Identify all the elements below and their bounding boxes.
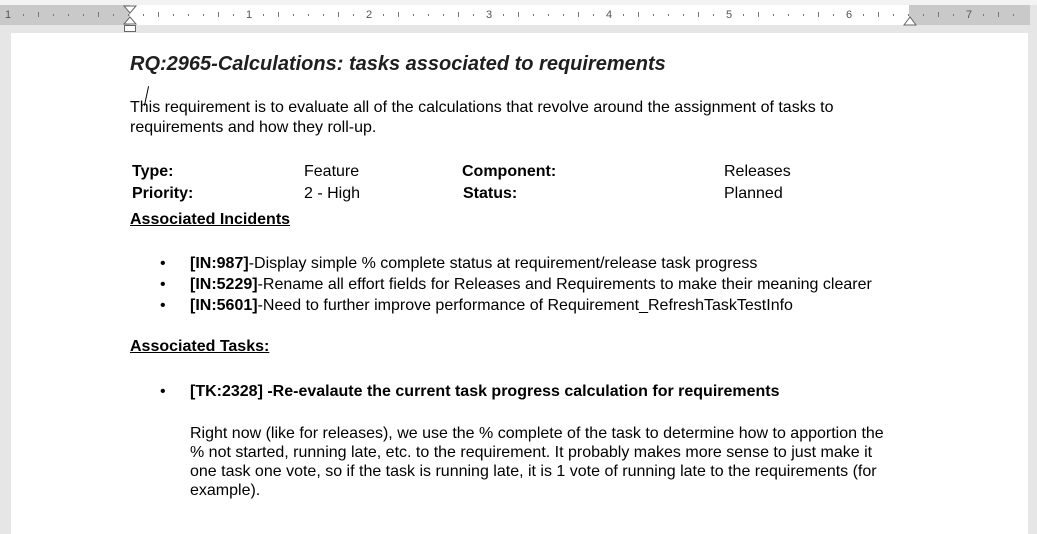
ruler-number: 4 (605, 9, 613, 21)
incident-text: -Need to further improve performance of Requirement_RefreshTaskTestInfo (257, 297, 793, 314)
incident-text: -Rename all effort fields for Releases and Requirements to make their meaning clearer (257, 276, 872, 293)
ruler-tick (923, 14, 924, 16)
ruler-tick (578, 12, 579, 17)
ruler-tick (713, 14, 714, 16)
ruler-tick (683, 14, 684, 16)
ruler-tick (203, 14, 204, 16)
ruler-tick (293, 14, 294, 16)
component-label: Component: (462, 163, 557, 180)
component-value: Releases (724, 163, 791, 180)
ruler-tick (83, 14, 84, 16)
ruler-tick (413, 14, 414, 16)
ruler-tick (878, 12, 879, 17)
status-value: Planned (724, 185, 783, 202)
ruler-tick (473, 14, 474, 16)
type-label: Type: (132, 163, 174, 180)
ruler-tick (428, 14, 429, 16)
tasks-heading: Associated Tasks: (130, 338, 270, 355)
ruler-tick (743, 14, 744, 16)
type-value: Feature (304, 163, 360, 180)
ruler-tick (818, 12, 819, 17)
ruler-tick (653, 14, 654, 16)
ruler-tick (68, 14, 69, 16)
ruler-tick (908, 14, 909, 16)
incident-item (190, 296, 793, 316)
page-title: RQ:2965-Calculations: tasks associated to requirements (130, 53, 666, 75)
ruler-tick (983, 14, 984, 16)
bullet-icon: • (160, 255, 166, 272)
priority-value: 2 - High (304, 185, 361, 202)
ruler-tick (98, 12, 99, 17)
task-title: [TK:2328] -Re-evalaute the current task progress calculation for requirements (190, 383, 780, 400)
ruler-number: 1 (245, 9, 253, 21)
description-paragraph: This requirement is to evaluate all of the calculations that revolve around the assignment of tasks to requirements and how they roll-up. (130, 99, 834, 136)
ruler-tick (158, 12, 159, 17)
priority-label: Priority: (132, 185, 194, 202)
ruler-tick (593, 14, 594, 16)
ruler-tick (173, 14, 174, 16)
ruler-tick (458, 12, 459, 17)
indent-marker-icon[interactable] (122, 5, 138, 33)
ruler-tick (38, 12, 39, 17)
bullet-icon: • (160, 297, 166, 314)
ruler-tick (758, 12, 759, 17)
ruler-tick (773, 14, 774, 16)
incident-id: [IN:5601] (190, 297, 258, 314)
ruler-tick (548, 14, 549, 16)
horizontal-ruler[interactable] (0, 5, 1030, 25)
ruler-tick (833, 14, 834, 16)
ruler-tick (938, 12, 939, 17)
ruler-tick (518, 12, 519, 17)
ruler-tick (143, 14, 144, 16)
ruler-tick (23, 14, 24, 16)
incident-id: [IN:987] (190, 255, 249, 272)
task-body: Right now (like for releases), we use the % complete of the task to determine how to apportion the % not started, running late, etc. to the requirement. It probably makes more sense to just make it one task one vote, so if the task is running late, it is 1 vote of running late to the requirements (for example). (190, 425, 884, 499)
right-indent-marker-icon[interactable] (903, 15, 917, 27)
ruler-number: 1 (4, 9, 12, 21)
bullet-icon: • (160, 383, 166, 400)
ruler-tick (863, 14, 864, 16)
ruler-tick (263, 14, 264, 16)
incident-item (190, 254, 757, 274)
ruler-number: 3 (485, 9, 493, 21)
ruler-tick (533, 14, 534, 16)
ruler-tick (278, 12, 279, 17)
bullet-icon: • (160, 276, 166, 293)
ruler-number: 5 (725, 9, 733, 21)
ruler-tick (383, 14, 384, 16)
ruler-tick (698, 12, 699, 17)
ruler-tick (443, 14, 444, 16)
ruler-tick (503, 14, 504, 16)
ruler-tick (188, 14, 189, 16)
ruler-tick (308, 14, 309, 16)
incident-item (190, 275, 872, 295)
ruler-tick (638, 12, 639, 17)
incidents-heading: Associated Incidents (130, 211, 291, 228)
incident-id: [IN:5229] (190, 276, 258, 293)
ruler-tick (53, 14, 54, 16)
ruler-tick (128, 14, 129, 16)
ruler-tick (668, 14, 669, 16)
ruler-tick (323, 14, 324, 16)
ruler-tick (893, 14, 894, 16)
ruler-tick (353, 14, 354, 16)
status-label: Status: (463, 185, 518, 202)
ruler-tick (218, 12, 219, 17)
ruler-tick (338, 12, 339, 17)
ruler-number: 7 (965, 9, 973, 21)
ruler-tick (563, 14, 564, 16)
ruler-tick (623, 14, 624, 16)
incident-text: -Display simple % complete status at requirement/release task progress (248, 255, 758, 272)
ruler-tick (953, 14, 954, 16)
ruler-tick (788, 14, 789, 16)
ruler-tick (398, 12, 399, 17)
document-page[interactable] (11, 33, 1028, 534)
ruler-tick (1013, 14, 1014, 16)
ruler-tick (998, 12, 999, 17)
ruler-number: 2 (365, 9, 373, 21)
ruler-tick (803, 14, 804, 16)
ruler-number: 6 (845, 9, 853, 21)
ruler-tick (233, 14, 234, 16)
ruler-tick (113, 14, 114, 16)
